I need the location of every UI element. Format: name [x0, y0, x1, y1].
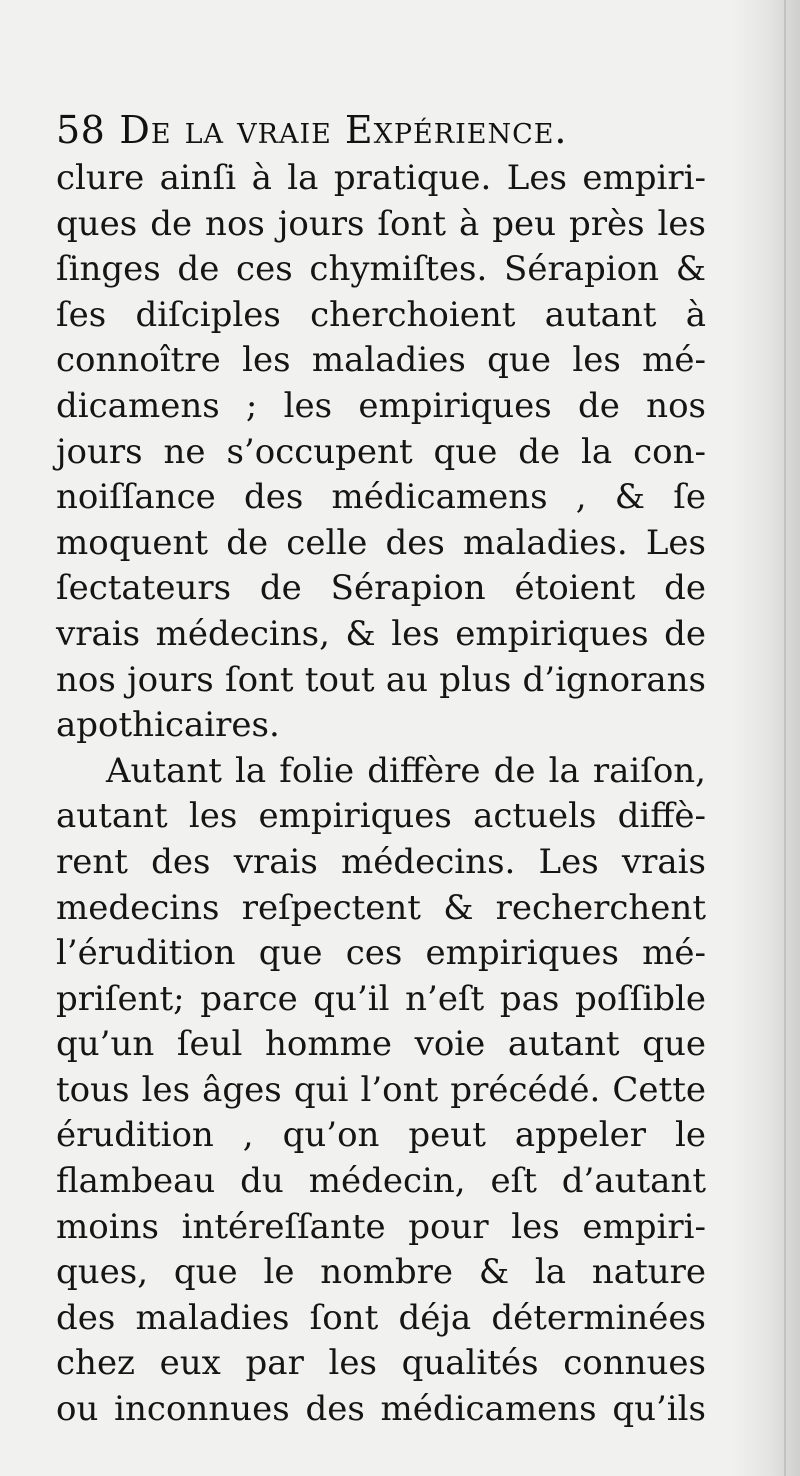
page-gutter-shadow [730, 0, 800, 1476]
page-edge-line [784, 0, 786, 1476]
text-line: ques, que le nombre & la nature [56, 1252, 706, 1293]
text-line: jours ne s’occupent que de la con- [56, 431, 706, 472]
text-line: ou inconnues des médicamens qu’ils [56, 1389, 706, 1430]
text-line: medecins reſpectent & recherchent [56, 887, 706, 928]
text-line: flambeau du médecin, eſt d’autant [56, 1161, 706, 1202]
text-line: érudition , qu’on peut appeler le [56, 1115, 706, 1156]
text-line: vrais médecins, & les empiriques de [56, 613, 706, 654]
text-line: ſes diſciples cherchoient autant à [56, 294, 706, 335]
text-line: clure ainſi à la pratique. Les empiri- [56, 158, 706, 198]
running-title: De la vraie Expérience. [119, 108, 568, 152]
text-line: tous les âges qui l’ont précédé. Cette [56, 1069, 706, 1110]
running-header [56, 102, 716, 158]
text-line: priſent; parce qu’il n’eſt pas poſſible [56, 978, 706, 1019]
text-line: moquent de celle des maladies. Les [56, 522, 706, 563]
text-line: autant les empiriques actuels diffè- [56, 796, 706, 837]
text-line: nos jours ſont tout au plus d’ignorans [56, 659, 706, 700]
text-line: ſectateurs de Sérapion étoient de [56, 568, 706, 609]
text-line: dicamens ; les empiriques de nos [56, 385, 706, 426]
text-line: moins intéreſſante pour les empiri- [56, 1206, 706, 1247]
text-line: ques de nos jours ſont à peu près les [56, 203, 706, 244]
text-line: Autant la folie diffère de la raiſon, [106, 750, 706, 791]
body-text [56, 156, 706, 1433]
text-line: noiſſance des médicamens , & ſe [56, 477, 706, 518]
text-line: qu’un ſeul homme voie autant que [56, 1024, 706, 1065]
text-line: ſinges de ces chymiſtes. Sérapion & [56, 249, 706, 290]
text-line: des maladies ſont déja déterminées [56, 1297, 706, 1338]
text-line: apothicaires. [56, 705, 280, 746]
text-line: connoître les maladies que les mé- [56, 340, 706, 381]
text-line: chez eux par les qualités connues [56, 1343, 706, 1384]
page-number: 58 [56, 108, 106, 152]
text-line: rent des vrais médecins. Les vrais [56, 841, 706, 882]
text-line: l’érudition que ces empiriques mé- [56, 933, 706, 974]
